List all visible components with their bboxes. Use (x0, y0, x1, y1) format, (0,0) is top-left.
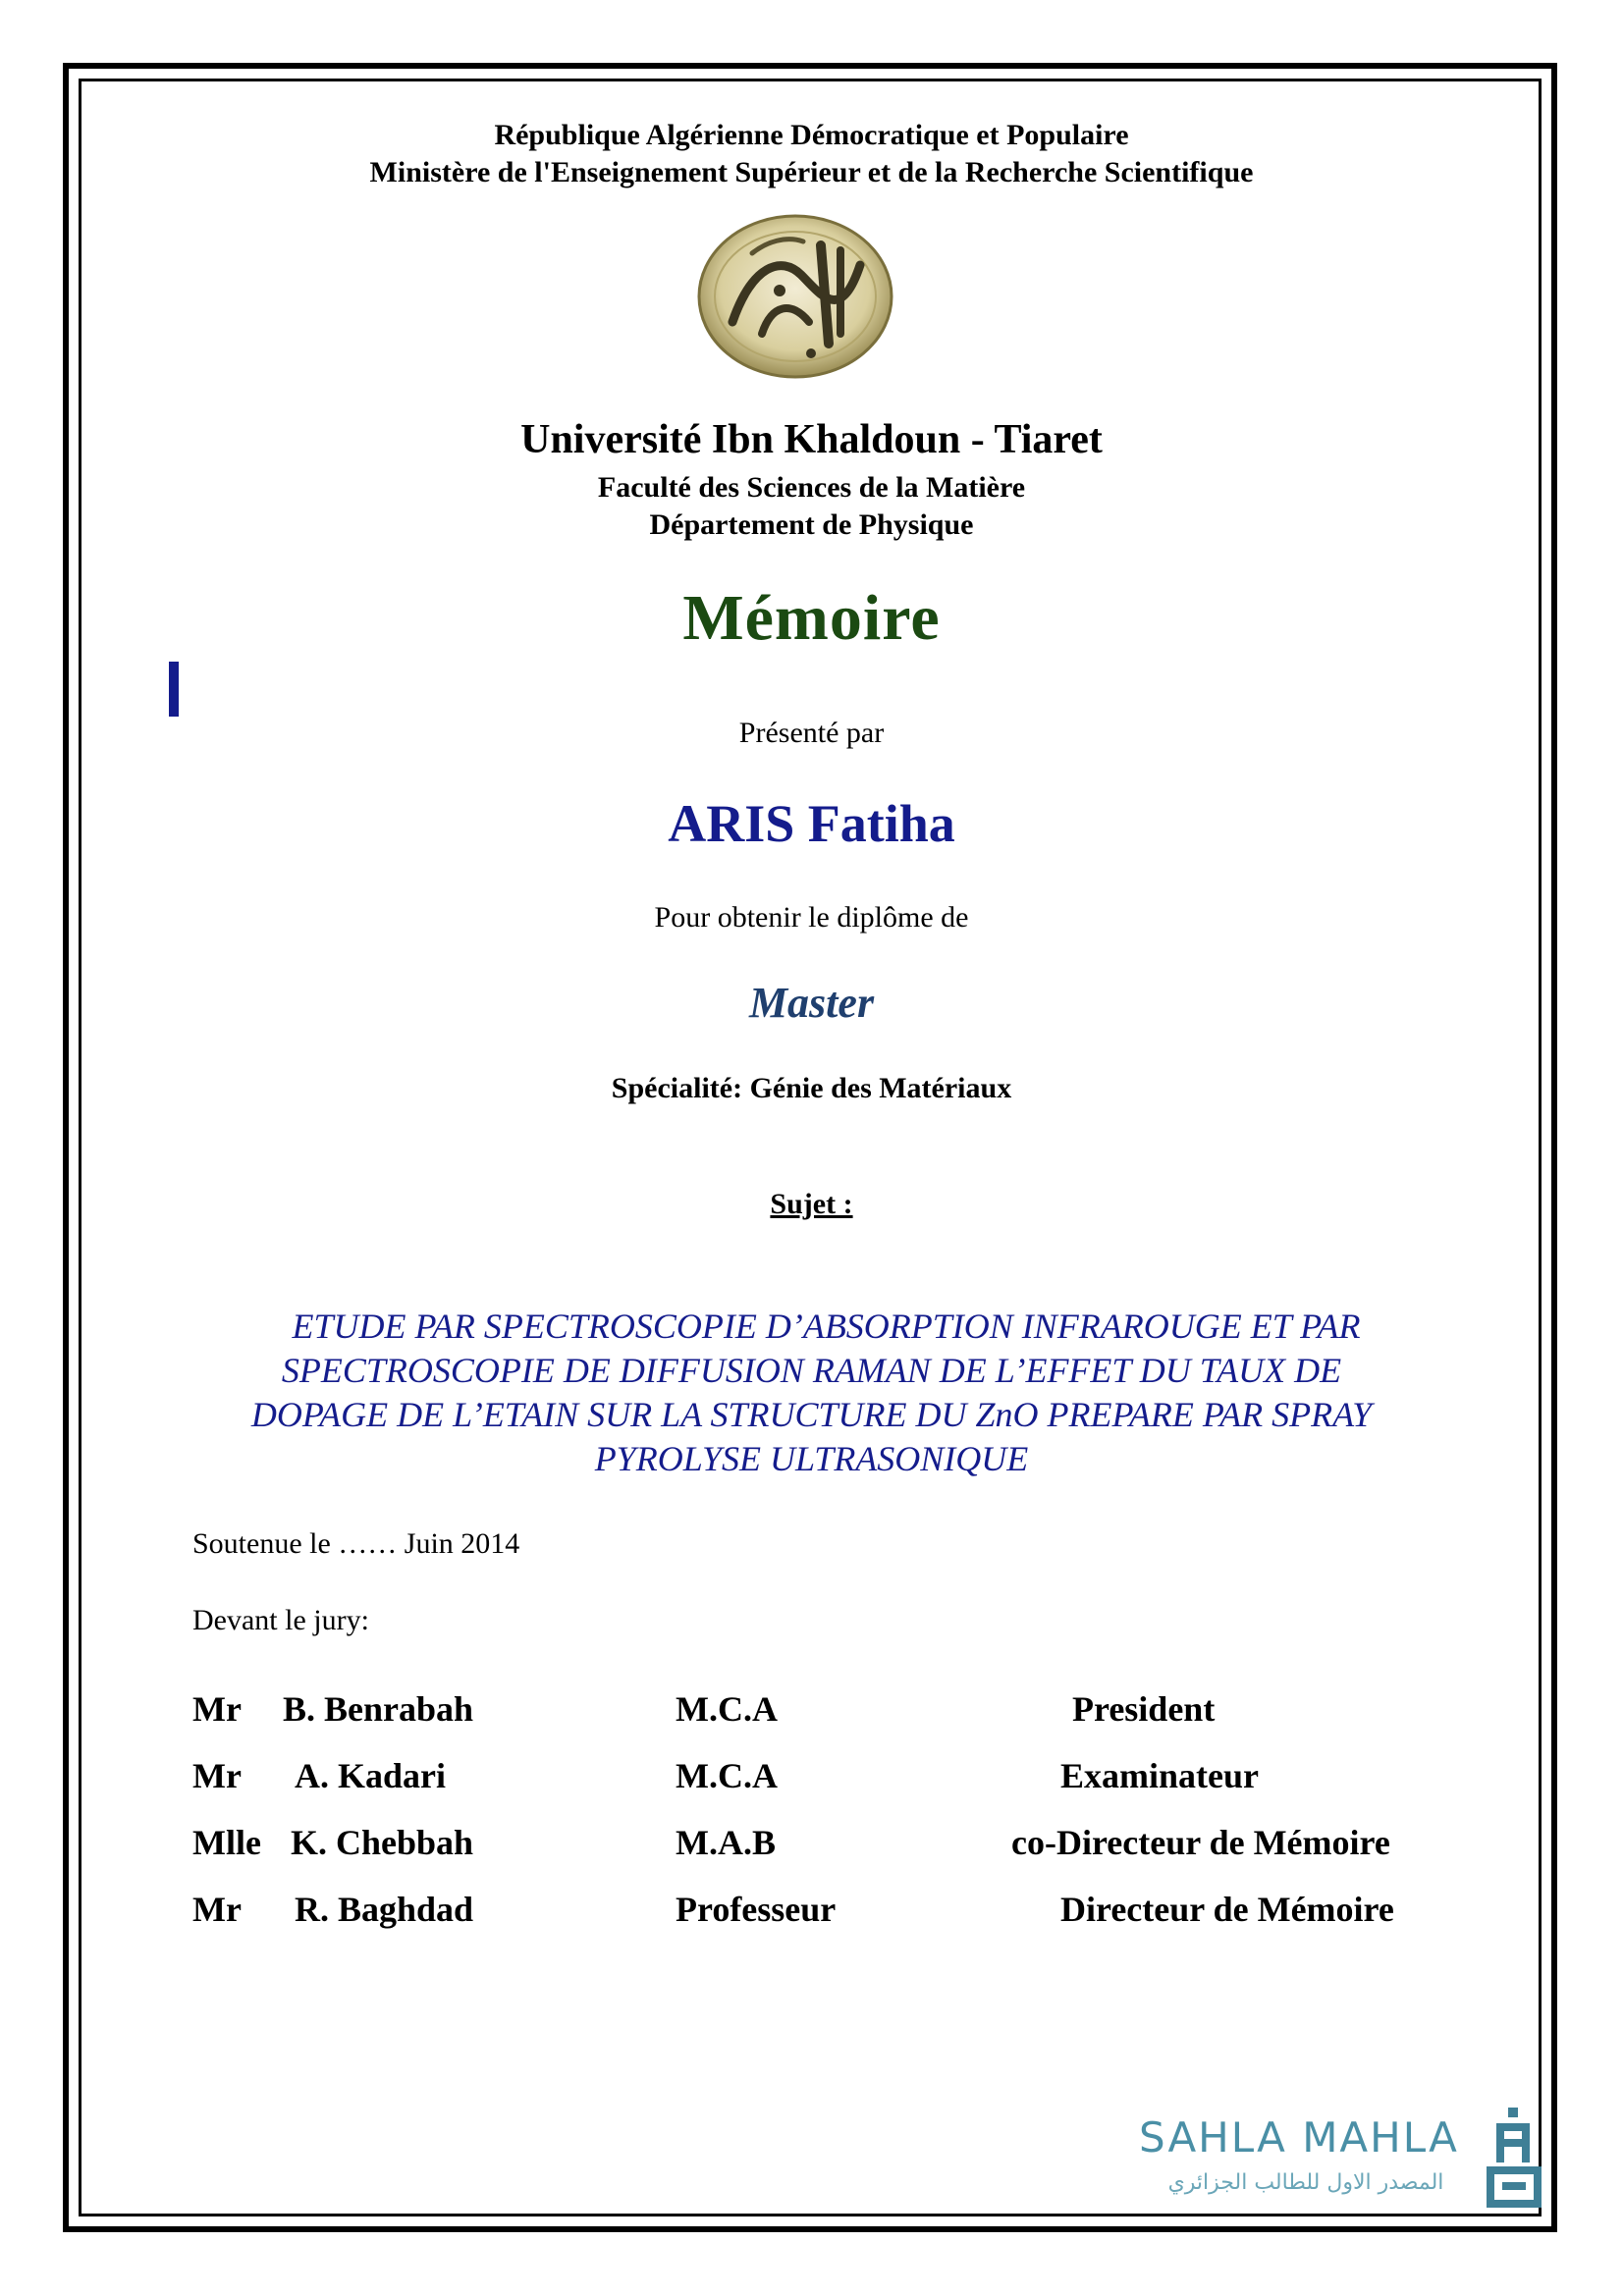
jury-title: Mr (192, 1689, 242, 1729)
subject-line: PYROLYSE ULTRASONIQUE (594, 1439, 1029, 1478)
jury-role: President (1072, 1689, 1216, 1729)
jury-name: K. Chebbah (291, 1823, 474, 1862)
jury-title: Mr (192, 1756, 242, 1795)
jury-grade: M.C.A (676, 1689, 778, 1729)
department-name: Département de Physique (649, 508, 974, 541)
jury-intro: Devant le jury: (192, 1604, 369, 1636)
subject-line: SPECTROSCOPIE DE DIFFUSION RAMAN DE L’EFFET DU TAUX DE (281, 1351, 1342, 1390)
jury-row (0, 1755, 1623, 1804)
subject-line: DOPAGE DE L’ETAIN SUR LA STRUCTURE DU ZnO PREPARE PAR SPRAY (250, 1395, 1373, 1434)
university-name: Université Ibn Khaldoun - Tiaret (520, 417, 1103, 462)
presented-by-label: Présenté par (738, 717, 885, 749)
jury-name: A. Kadari (295, 1756, 447, 1795)
jury-row (0, 1822, 1623, 1871)
diploma-intro: Pour obtenir le diplôme de (654, 901, 969, 934)
jury-name: R. Baghdad (295, 1890, 474, 1929)
jury-grade: M.A.B (676, 1823, 776, 1862)
margin-bar-mark (169, 662, 179, 717)
jury-row (0, 1688, 1623, 1737)
jury-name: B. Benrabah (283, 1689, 474, 1729)
defense-date: Soutenue le …… Juin 2014 (192, 1527, 520, 1560)
diploma-name: Master (748, 979, 875, 1027)
jury-grade: Professeur (676, 1890, 837, 1929)
faculty-name: Faculté des Sciences de la Matière (597, 471, 1026, 504)
jury-role: Examinateur (1060, 1756, 1259, 1795)
ministry-line: Ministère de l'Enseignement Supérieur et de la Recherche Scientifique (369, 156, 1254, 188)
sahla-mahla-watermark (1119, 2106, 1551, 2214)
jury-grade: M.C.A (676, 1756, 778, 1795)
author-name: ARIS Fatiha (668, 794, 955, 853)
subject-line: ETUDE PAR SPECTROSCOPIE D’ABSORPTION INFRAROUGE ET PAR (292, 1307, 1361, 1346)
republic-line: République Algérienne Démocratique et Populaire (494, 119, 1129, 151)
watermark-tagline: المصدر الاول للطالب الجزائري (1167, 2170, 1444, 2195)
watermark-name: SAHLA MAHLA (1139, 2113, 1459, 2162)
jury-title: Mlle (192, 1823, 261, 1862)
document-title: Mémoire (682, 582, 941, 654)
watermark-logo-icon (1483, 2106, 1545, 2214)
specialty-line: Spécialité: Génie des Matériaux (611, 1072, 1012, 1104)
subject-label: Sujet : (770, 1188, 853, 1220)
jury-title: Mr (192, 1890, 242, 1929)
jury-row (0, 1889, 1623, 1938)
jury-role: co-Directeur de Mémoire (1011, 1823, 1390, 1862)
university-seal-icon (693, 206, 897, 383)
jury-role: Directeur de Mémoire (1060, 1890, 1394, 1929)
